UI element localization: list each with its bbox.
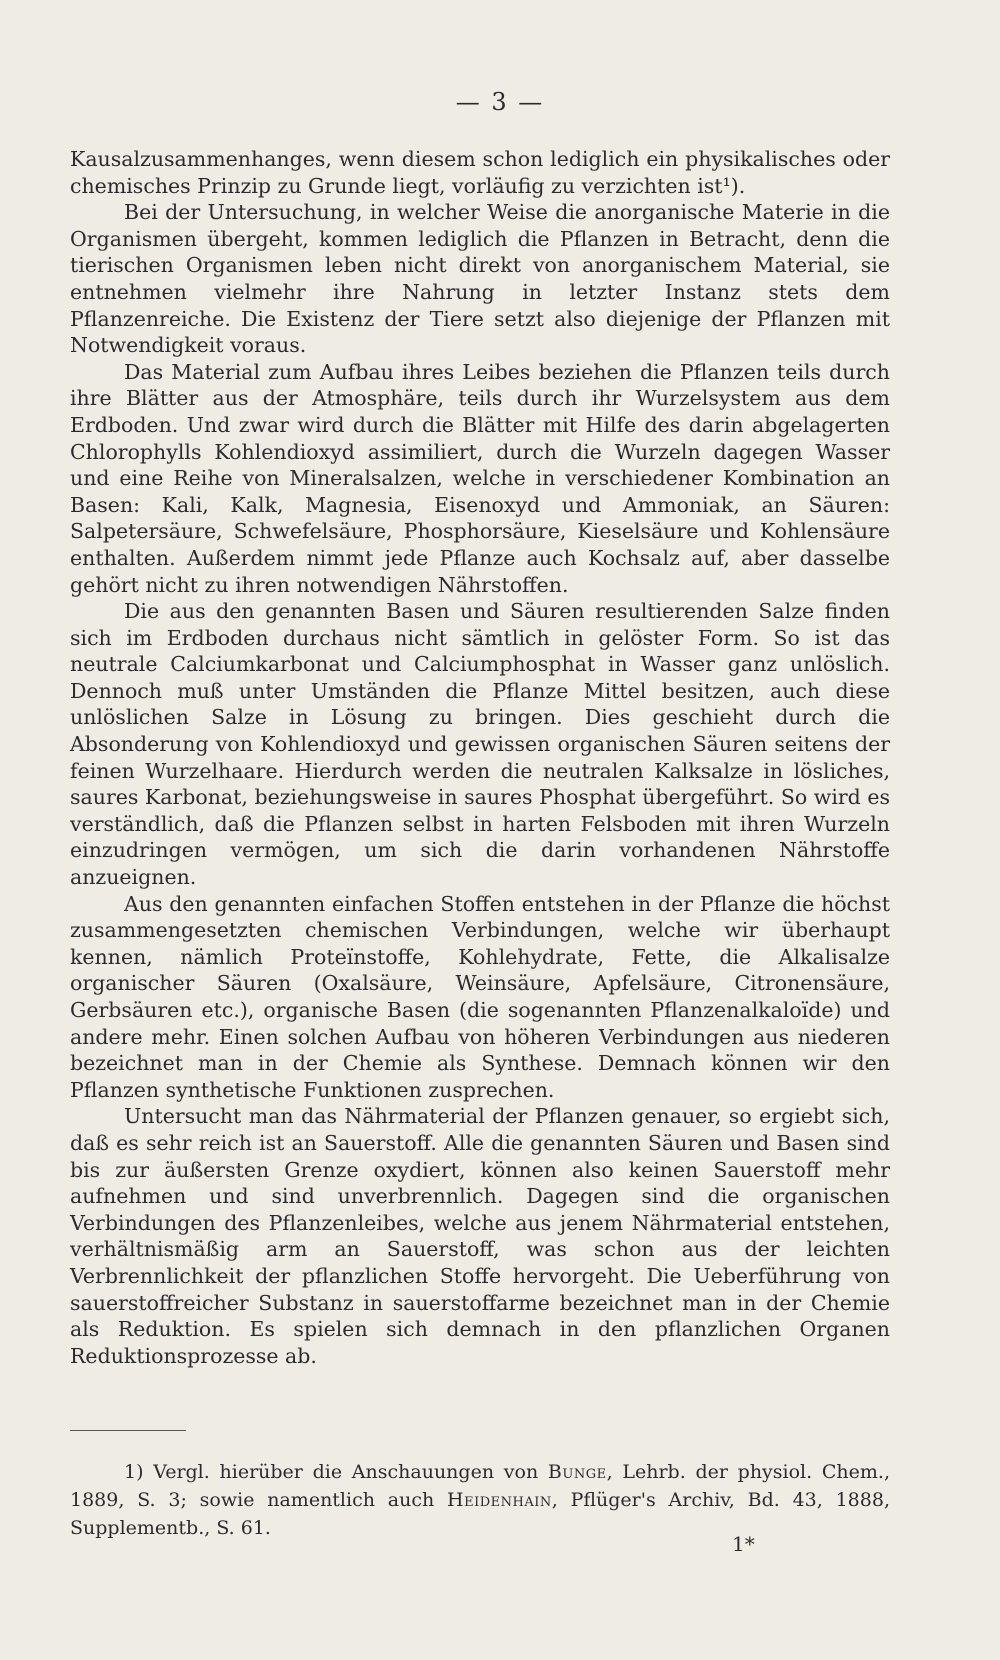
- author-name: Bunge: [547, 1461, 607, 1483]
- footnote-text: [70, 1458, 890, 1542]
- signature-mark: 1*: [732, 1532, 755, 1556]
- page-number: — 3 —: [455, 88, 545, 116]
- footnote: [70, 1458, 890, 1542]
- paragraph: Die aus den genannten Basen und Säuren resultierenden Salze finden sich im Erdboden durchaus nicht sämtlich in gelöster Form. So ist das neutrale Calciumkarbonat und Calciumphosphat in Wasser ganz unlöslich. Dennoch muß unter Umständen die Pflanze Mittel besitzen, auch diese unlöslichen Salze in Lösung zu bringen. Dies geschieht durch die Absonderung von Kohlendioxyd und gewissen organischen Säuren seitens der feinen Wurzelhaare. Hierdurch werden die neutralen Kalksalze in lösliches, saures Karbonat, beziehungsweise in saures Phosphat übergeführt. So wird es verständlich, daß die Pflanzen selbst in harten Felsboden mit ihren Wurzeln einzudringen vermögen, um sich die darin vorhandenen Nährstoffe anzueignen.: [70, 599, 890, 890]
- footnote-part: 1) Vergl. hierüber die Anschauungen von: [124, 1461, 548, 1483]
- main-text: [70, 146, 890, 1369]
- author-name: Heidenhain: [447, 1489, 552, 1511]
- footnote-part: , Lehrb. der physiol. Chem., 1889, S. 3; sowie namentlich auch: [70, 1461, 890, 1511]
- paragraph: Bei der Untersuchung, in welcher Weise die anorganische Materie in die Organismen übergeht, kommen lediglich die Pflanzen in Betracht, denn die tierischen Organismen leben nicht direkt von anorganischem Material, sie entnehmen vielmehr ihre Nahrung in letzter Instanz stets dem Pflanzenreiche. Die Existenz der Tiere setzt also diejenige der Pflanzen mit Notwendigkeit voraus.: [70, 200, 890, 358]
- footnote-part: , Pflüger's Archiv, Bd. 43, 1888, Supplementb., S. 61.: [70, 1489, 890, 1539]
- paragraph: Aus den genannten einfachen Stoffen entstehen in der Pflanze die höchst zusammengesetzten chemischen Verbindungen, welche wir überhaupt kennen, nämlich Proteïnstoffe, Kohlehydrate, Fette, die Alkalisalze organischer Säuren (Oxalsäure, Weinsäure, Apfelsäure, Citronensäure, Gerbsäuren etc.), organische Basen (die sogenannten Pflanzenalkaloïde) und andere mehr. Einen solchen Aufbau von höheren Verbindungen aus niederen bezeichnet man in der Chemie als Synthese. Demnach können wir den Pflanzen synthetische Funktionen zusprechen.: [70, 891, 890, 1102]
- footnote-divider: [70, 1430, 186, 1431]
- paragraph: Untersucht man das Nährmaterial der Pflanzen genauer, so ergiebt sich, daß es sehr reich ist an Sauerstoff. Alle die genannten Säuren und Basen sind bis zur äußersten Grenze oxydiert, können also keinen Sauerstoff mehr aufnehmen und sind unverbrennlich. Dagegen sind die organischen Verbindungen des Pflanzenleibes, welche aus jenem Nährmaterial entstehen, verhältnismäßig arm an Sauerstoff, was schon aus der leichten Verbrennlichkeit der pflanzlichen Stoffe hervorgeht. Die Ueberführung von sauerstoffreicher Substanz in sauerstoffarme bezeichnet man in der Chemie als Reduktion. Es spielen sich demnach in den pflanzlichen Organen Reduktionsprozesse ab.: [70, 1104, 890, 1368]
- paragraph: Das Material zum Aufbau ihres Leibes beziehen die Pflanzen teils durch ihre Blätter aus der Atmosphäre, teils durch ihr Wurzelsystem aus dem Erdboden. Und zwar wird durch die Blätter mit Hilfe des darin abgelagerten Chlorophylls Kohlendioxyd assimiliert, durch die Wurzeln dagegen Wasser und eine Reihe von Mineralsalzen, welche in verschiedener Kombination an Basen: Kali, Kalk, Magnesia, Eisenoxyd und Ammoniak, an Säuren: Salpetersäure, Schwefelsäure, Phosphorsäure, Kieselsäure und Kohlensäure enthalten. Außerdem nimmt jede Pflanze auch Kochsalz auf, aber dasselbe gehört nicht zu ihren notwendigen Nährstoffen.: [70, 359, 890, 597]
- paragraph-continuation: Kausalzusammenhanges, wenn diesem schon lediglich ein physikalisches oder chemisches Prinzip zu Grunde liegt, vorläufig zu verzichten ist¹).: [70, 147, 890, 198]
